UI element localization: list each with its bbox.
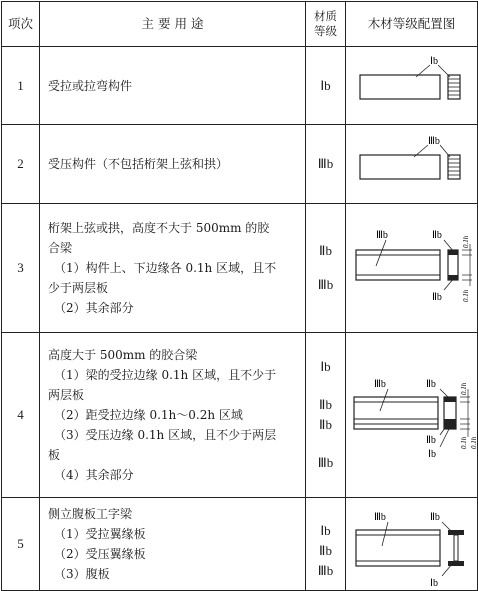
fig-label: Ⅱb: [430, 512, 440, 523]
row-1-use-line: 受拉或拉弯构件: [48, 78, 133, 93]
leader-line: [382, 522, 388, 546]
row-5-grade-value: Ⅱb: [319, 543, 332, 558]
leader-line: [442, 564, 452, 576]
row-2-grade: [306, 125, 346, 204]
row-1-config-diagram: [346, 47, 478, 124]
header-row: [2, 2, 478, 47]
dim-label: 0.1h: [460, 382, 468, 395]
header-fig: 木材等级配置图: [346, 2, 478, 47]
fig-label: Ⅱb: [426, 379, 436, 390]
row-4-use-line: 两层板: [48, 388, 85, 402]
row-4-grade-value: Ⅱb: [319, 417, 332, 432]
row-3-use-line: （1）构件上、下边缘各 0.1h 区域，且不: [54, 261, 277, 275]
row-3-grade-value: Ⅲb: [317, 277, 334, 292]
row-1-no: 1: [2, 47, 40, 125]
table-row: [2, 125, 478, 204]
row-1-figure: [346, 47, 478, 125]
row-1-grade-value: Ⅰb: [320, 77, 331, 93]
row-2-use: [40, 125, 306, 204]
table-row: [2, 333, 478, 498]
row-3-use-line: （2）其余部分: [54, 301, 134, 315]
cross-section-top: [444, 397, 456, 402]
dim-label: 0.1h: [462, 289, 470, 302]
fig-label: Ⅱb: [426, 435, 436, 446]
row-2-config-diagram: [346, 125, 478, 203]
row-4-use-line: （2）距受拉边缘 0.1h～0.2h 区域: [54, 408, 243, 422]
row-3-grade-value: Ⅱb: [319, 243, 332, 258]
row-2-no: 2: [2, 125, 40, 204]
row-5-grade-value: Ⅲb: [317, 563, 334, 578]
row-4-use-line: 板: [48, 448, 61, 462]
row-5-use-line: （3）腹板: [54, 567, 110, 581]
row-4-grade-value: Ⅲb: [317, 455, 334, 470]
member-rect: [356, 250, 440, 280]
row-5-config-diagram: [346, 498, 478, 590]
row-4-use-line: （4）其余部分: [54, 468, 134, 482]
table-row: [2, 47, 478, 125]
leader-line: [440, 427, 450, 447]
header-no: 项次: [2, 2, 40, 47]
row-3-config-diagram: [346, 204, 478, 332]
row-5-no: 5: [2, 498, 40, 591]
fig-label: Ⅲb: [374, 512, 386, 523]
fig-label: Ⅱb: [432, 292, 442, 303]
fig-label: Ⅱb: [432, 230, 442, 241]
i-beam-bottom-flange: [448, 561, 464, 566]
row-1-use: [40, 47, 306, 125]
row-3-no: 3: [2, 204, 40, 333]
fig-label: Ⅲb: [374, 379, 386, 390]
row-1-grade: [306, 47, 346, 125]
row-4-use-line: （1）梁的受拉边缘 0.1h 区域，且不少于: [54, 368, 277, 382]
row-5-use: [40, 498, 306, 591]
row-4-no: 4: [2, 333, 40, 498]
i-beam-web: [454, 535, 458, 561]
member-rect: [360, 75, 440, 99]
row-4-config-diagram: [346, 333, 478, 497]
row-3-use-line: 少于两层板: [48, 281, 109, 295]
fig-label: Ⅰb: [428, 449, 436, 460]
header-grade-line2: 等级: [314, 24, 337, 38]
row-3-use-line: 桁架上弦或拱，高度不大于 500mm 的胶: [48, 221, 270, 235]
row-3-figure: [346, 204, 478, 333]
row-4-use-line: 高度大于 500mm 的胶合梁: [48, 348, 198, 362]
dim-label: 0.1h: [462, 235, 470, 248]
leader-line: [380, 389, 388, 411]
table-row: [2, 204, 478, 333]
row-5-use-line: （2）受压翼缘板: [54, 547, 146, 561]
row-4-grade-value: Ⅱb: [319, 397, 332, 412]
row-4-grade-value: Ⅰb: [320, 359, 331, 374]
row-5-grade: [306, 498, 346, 591]
fig-label: Ⅲb: [428, 136, 440, 147]
header-grade-line1: 材质: [314, 9, 337, 23]
leader-line: [442, 522, 452, 532]
row-4-use: [40, 333, 306, 498]
row-2-figure: [346, 125, 478, 204]
fig-label: Ⅰb: [430, 578, 438, 589]
row-2-grade-value: Ⅲb: [317, 156, 334, 171]
header-grade: [306, 2, 346, 47]
row-4-grade: [306, 333, 346, 498]
dim-label: 0.1h: [460, 436, 468, 449]
dim-label: 0.1h: [470, 436, 478, 449]
table-row: [2, 498, 478, 591]
row-3-use-line: 合梁: [48, 241, 73, 255]
row-5-grade-value: Ⅰb: [320, 523, 331, 538]
row-5-use-line: （1）受拉翼缘板: [54, 527, 146, 541]
member-rect: [360, 155, 440, 179]
header-use: 主 要 用 途: [40, 2, 306, 47]
fig-label: Ⅰb: [430, 56, 438, 67]
row-3-use: [40, 204, 306, 333]
leader-line: [376, 240, 386, 266]
row-5-use-line: 侧立腹板工字梁: [48, 507, 133, 521]
row-2-use-line: 受压构件（不包括桁架上弦和拱）: [48, 157, 229, 171]
wood-grade-table: [1, 1, 478, 591]
fig-label: Ⅲb: [376, 230, 388, 241]
leader-line: [440, 145, 450, 157]
row-4-figure: [346, 333, 478, 498]
row-4-use-line: （3）受压边缘 0.1h 区域，且不少于两层: [54, 428, 277, 442]
row-3-grade: [306, 204, 346, 333]
row-5-figure: [346, 498, 478, 591]
